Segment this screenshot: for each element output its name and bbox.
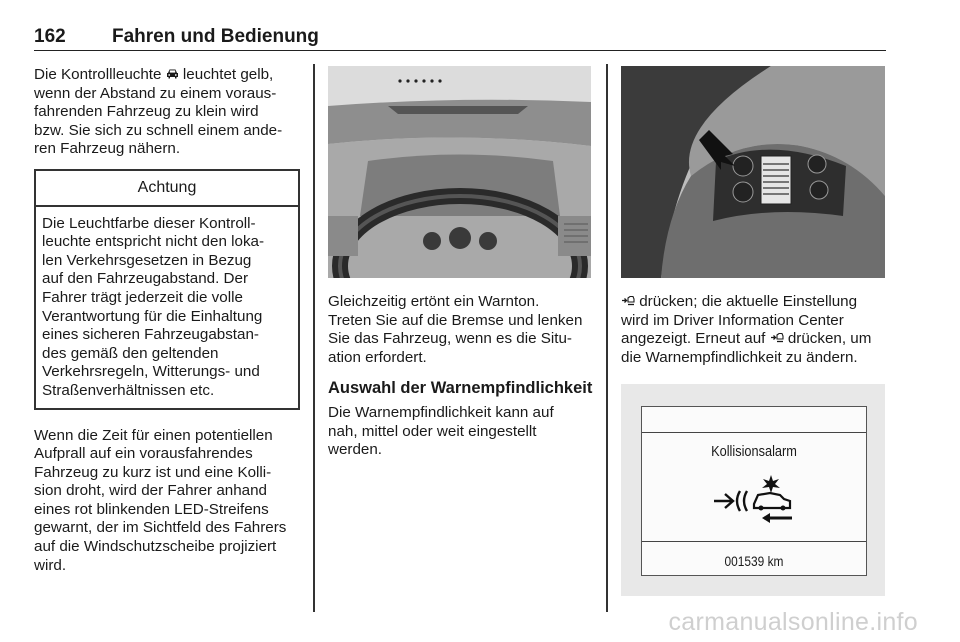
warning-tone-paragraph: Gleichzeitig ertönt ein Warnton. Treten Sie auf die Bremse und lenken Sie das Fahrzeug, wenn es die Situ- ation erfordert. [328, 293, 583, 366]
column-divider-1 [313, 64, 315, 612]
following-distance-icon [621, 293, 635, 312]
display-title: Kollisionsalarm [711, 443, 797, 461]
following-distance-icon [770, 330, 784, 349]
collision-alert-icon [706, 471, 806, 531]
instruction-paragraph: drücken; die aktuelle Einstellung wird im Driver Information Center angezeigt. Erneut auf drücken, um die Warnempfindlichkeit zu ändern. [621, 293, 872, 366]
warning-text: Die Leuchtfarbe dieser Kontroll- leuchte entspricht nicht den loka- len Verkehrsgesetzen in Bezug auf den Fahrzeugabstand. Der Fahrer trägt jederzeit die volle Verantwortung für die Einhaltung eines sicheren Fahrzeugabstan- des gemäß den geltenden Verkehrsregeln, Witterungs- und Straßenverhältnissen etc. [42, 214, 265, 399]
intro-paragraph: Die Kontrollleuchte leuchtet gelb, wenn der Abstand zu einem voraus- fahrenden Fahrzeug zu klein wird bzw. Sie sich zu schnell einem ande- ren Fahrzeug nähern. [34, 66, 283, 158]
dashboard-illustration [328, 66, 591, 278]
page-header [34, 26, 886, 51]
column-right [621, 66, 886, 596]
column-left [34, 66, 300, 575]
section-heading: Auswahl der Warnempfindlichkeit [328, 379, 593, 398]
column-middle [328, 66, 593, 460]
watermark: carmanualsonline.info [668, 608, 918, 636]
sensitivity-paragraph: Die Warnempfindlichkeit kann auf nah, mittel oder weit eingestellt werden. [328, 403, 554, 459]
display-odometer: 001539 km [724, 553, 784, 570]
driver-info-display-illustration [621, 384, 885, 596]
car-front-icon [166, 66, 179, 85]
page-number: 162 [34, 26, 66, 47]
column-divider-2 [606, 64, 608, 612]
warning-title: Achtung [36, 171, 298, 207]
chapter-title: Fahren und Bedienung [112, 26, 319, 47]
display-screen [641, 406, 867, 576]
body-paragraph: Wenn die Zeit für einen potentiellen Aufprall auf ein vorausfahrendes Fahrzeug zu kurz ist und eine Kolli- sion droht, wird der Fahrer anhand eines rot blinkenden LED-Streifens gewarnt, der im Sichtfeld des Fahrers auf die Windschutzscheibe projiziert wird. [34, 426, 287, 574]
steering-wheel-illustration [621, 66, 885, 278]
warning-box [34, 169, 300, 410]
